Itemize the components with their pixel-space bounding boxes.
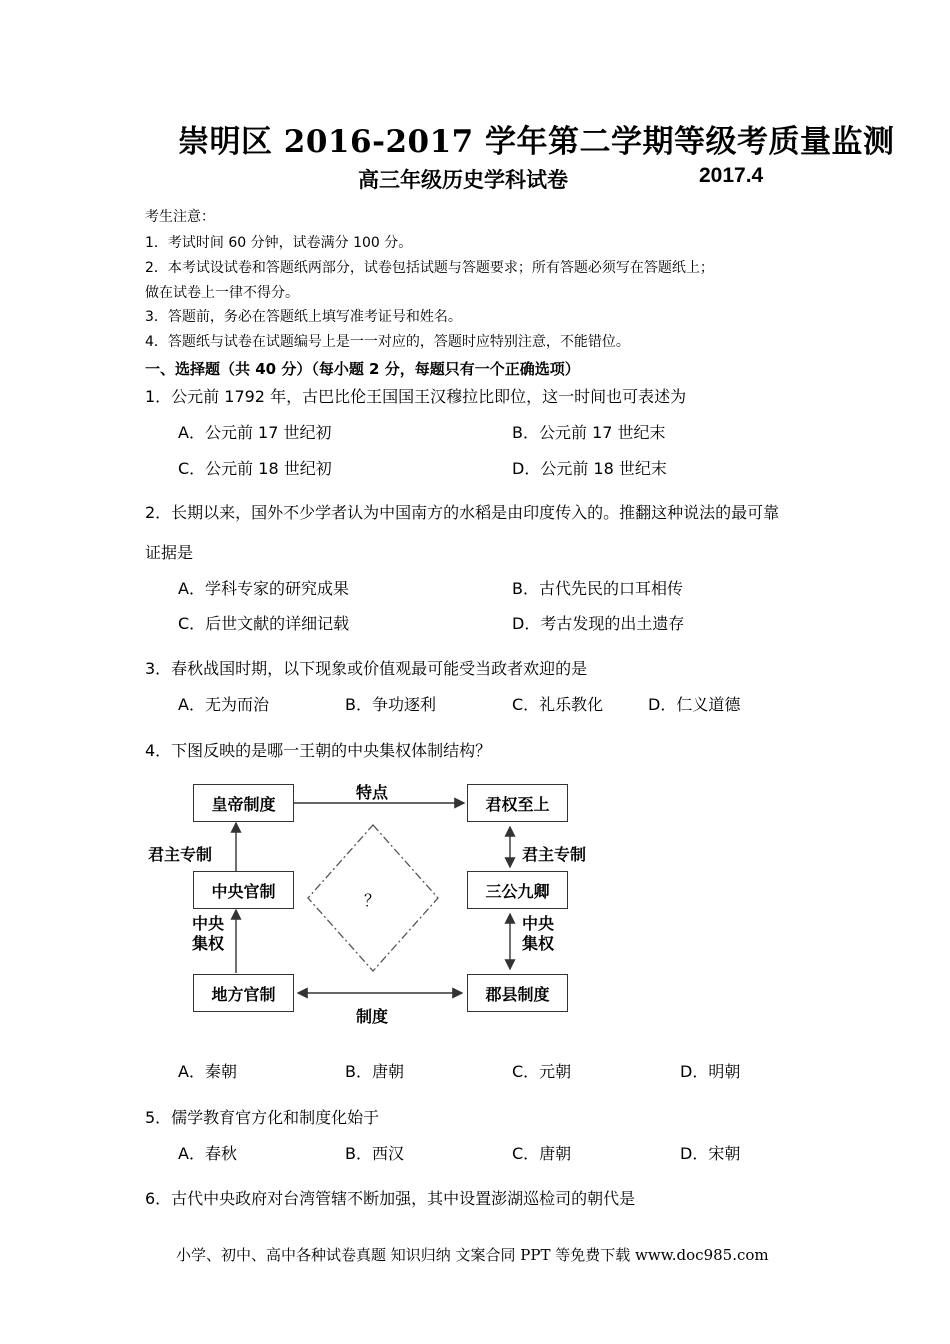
label-centralization-left-line2: 集权 [192,934,225,953]
label-autocracy-left: 君主专制 [148,845,213,864]
notice-item: 做在试卷上一律不得分。 [145,285,299,301]
question-1-stem: 1．公元前 1792 年，古巴比伦王国国王汉穆拉比即位，这一时间也可表述为 [145,387,687,406]
label-centralization-left-line1: 中央 [192,914,225,933]
question-2-option-b: B．古代先民的口耳相传 [512,579,683,598]
question-3-option-c: C．礼乐教化 [512,695,604,714]
box-central-officials [193,871,294,909]
question-4-option-b: B．唐朝 [345,1062,404,1081]
question-2-stem: 2．长期以来，国外不少学者认为中国南方的水稻是由印度传入的。推翻这种说法的最可靠 [145,503,780,522]
box-central-label: 中央官制 [211,881,276,901]
structure-diagram [140,770,620,1040]
question-5-option-c: C．唐朝 [512,1144,572,1163]
label-centralization-left [192,914,232,954]
box-county-system [467,974,568,1012]
question-5-option-d: D．宋朝 [680,1144,741,1163]
question-6-stem: 6．古代中央政府对台湾管辖不断加强，其中设置澎湖巡检司的朝代是 [145,1189,636,1208]
question-4-stem: 4．下图反映的是哪一王朝的中央集权体制结构？ [145,741,492,760]
label-centralization-right [522,914,562,954]
question-4-option-d: D．明朝 [680,1062,741,1081]
page-subtitle: 高三年级历史学科试卷 [358,167,568,192]
label-centralization-right-line2: 集权 [522,934,555,953]
box-emperor-system [193,784,294,822]
box-supreme-power [467,784,568,822]
label-centralization-right-line1: 中央 [522,914,555,933]
exam-date: 2017.4 [699,164,764,187]
question-1-option-b: B．公元前 17 世纪末 [512,423,666,442]
box-emperor-label: 皇帝制度 [211,794,276,814]
question-3-option-d: D．仁义道德 [648,695,741,714]
box-county-label: 郡县制度 [485,984,550,1004]
section-heading: 一、选择题（共 40 分）（每小题 2 分，每题只有一个正确选项） [145,360,580,378]
question-5-option-a: A．春秋 [178,1144,237,1163]
box-local-officials [193,974,294,1012]
question-1-option-c: C．公元前 18 世纪初 [178,459,332,478]
notice-item: 3．答题前，务必在答题纸上填写准考证号和姓名。 [145,309,462,325]
page-title: 崇明区 2016-2017 学年第二学期等级考质量监测 [178,124,895,160]
label-feature: 特点 [356,783,389,802]
notice-heading: 考生注意： [145,209,215,225]
label-system: 制度 [356,1007,389,1026]
question-5-stem: 5．儒学教育官方化和制度化始于 [145,1108,380,1127]
page-footer: 小学、初中、高中各种试卷真题 知识归纳 文案合同 PPT 等免费下载 www.doc985.com [176,1246,769,1264]
notice-item: 4．答题纸与试卷在试题编号上是一一对应的，答题时应特别注意，不能错位。 [145,334,630,350]
question-3-option-b: B．争功逐利 [345,695,436,714]
box-local-label: 地方官制 [211,984,276,1004]
box-three-ministers [467,871,568,909]
question-2-option-a: A．学科专家的研究成果 [178,579,349,598]
notice-item: 1．考试时间 60 分钟，试卷满分 100 分。 [145,235,413,251]
question-5-option-b: B．西汉 [345,1144,404,1163]
box-supreme-label: 君权至上 [485,794,550,814]
question-3-option-a: A．无为而治 [178,695,269,714]
label-autocracy-right: 君主专制 [522,845,587,864]
question-2-option-d: D．考古发现的出土遗存 [512,614,685,633]
diagram-question-mark: ？ [364,891,381,910]
question-2-stem-continued: 证据是 [145,543,194,562]
question-1-option-a: A．公元前 17 世纪初 [178,423,332,442]
notice-item: 2．本考试设试卷和答题纸两部分，试卷包括试题与答题要求；所有答题必须写在答题纸上； [145,260,714,276]
question-1-option-d: D．公元前 18 世纪末 [512,459,667,478]
question-2-option-c: C．后世文献的详细记载 [178,614,350,633]
question-3-stem: 3．春秋战国时期，以下现象或价值观最可能受当政者欢迎的是 [145,659,588,678]
question-4-option-a: A．秦朝 [178,1062,237,1081]
box-three-label: 三公九卿 [485,881,550,901]
question-4-option-c: C．元朝 [512,1062,572,1081]
